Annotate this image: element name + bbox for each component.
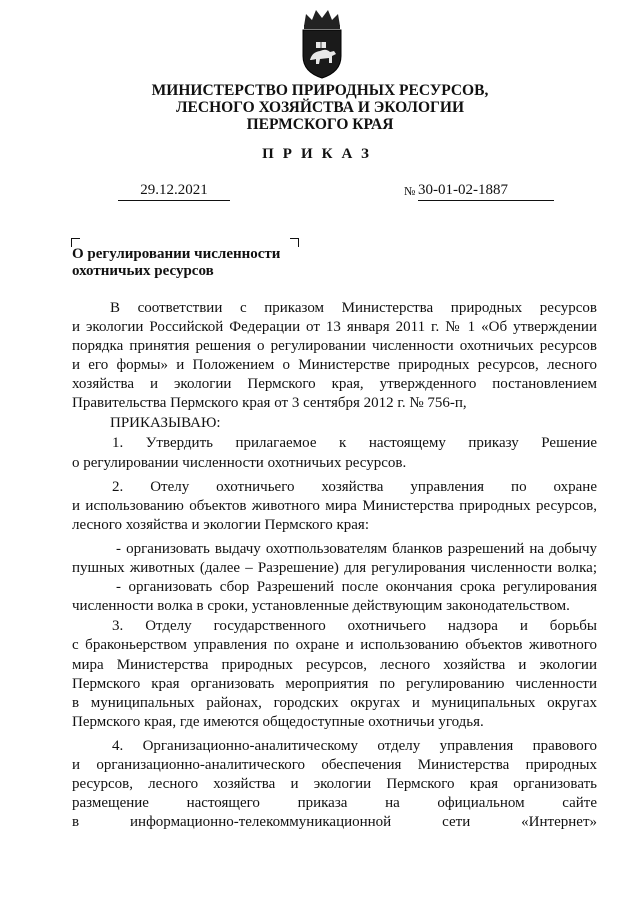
body-line: В соответствии с приказом Министерства природных ресурсов xyxy=(110,300,597,316)
body-line: мира Министерства природных ресурсов, лесного хозяйства и экологии xyxy=(72,657,597,673)
body-line: 3. Отделу государственного охотничьего надзора и борьбы xyxy=(112,618,597,634)
body-line: 2. Отелу охотничьего хозяйства управления по охране xyxy=(112,479,597,495)
body-line: в муниципальных районах, городских округах и муниципальных округах xyxy=(72,695,597,711)
body-line: Пермского края организовать мероприятия по регулированию численности xyxy=(72,676,597,692)
subject-line-2: охотничьих ресурсов xyxy=(72,263,214,279)
body-line: - организовать выдачу охотпользователям бланков разрешений на добычу xyxy=(116,541,597,557)
body-line: хозяйства и экологии Пермского края, утвержденного постановлением xyxy=(72,376,597,392)
body-line: и использованию объектов животного мира Министерства природных ресурсов, xyxy=(72,498,597,514)
ministry-line-1: МИНИСТЕРСТВО ПРИРОДНЫХ РЕСУРСОВ, xyxy=(151,82,489,99)
order-number-label: № xyxy=(404,184,416,198)
body-line: лесного хозяйства и экологии Пермского края: xyxy=(72,517,369,533)
body-line: ресурсов, лесного хозяйства и экологии Пермского края организовать xyxy=(72,776,597,792)
body-line: и его формы» и Положением о Министерстве природных ресурсов, лесного xyxy=(72,357,597,373)
order-date: 29.12.2021 xyxy=(118,182,230,201)
order-number: 30-01-02-1887 xyxy=(418,182,554,201)
body-line-prikazyvayu: ПРИКАЗЫВАЮ: xyxy=(110,415,221,431)
body-line: с браконьерством управления по охране и использованию объектов животного xyxy=(72,637,597,653)
order-subject xyxy=(72,246,280,280)
subject-corner-right xyxy=(290,238,299,247)
body-line: численности волка в сроки, установленные действующим законодательством. xyxy=(72,598,570,614)
body-line: в информационно-телекоммуникационной сети «Интернет» xyxy=(72,814,597,830)
body-line: и экологии Российской Федерации от 13 января 2011 г. № 1 «Об утверждении xyxy=(72,319,597,335)
body-line: Пермского края, где имеются общедоступные охотничьи угодья. xyxy=(72,714,484,730)
body-line: 4. Организационно-аналитическому отделу управления правового xyxy=(112,738,597,754)
body-line: 1. Утвердить прилагаемое к настоящему приказу Решение xyxy=(112,435,597,451)
ministry-name xyxy=(0,82,640,133)
ministry-line-3: ПЕРМСКОГО КРАЯ xyxy=(246,116,394,133)
order-title: ПРИКАЗ xyxy=(262,146,378,162)
body-line: пушных животных (далее – Разрешение) для регулирования численности волка; xyxy=(72,560,597,576)
body-line: порядка принятия решения о регулировании численности охотничьих ресурсов xyxy=(72,338,597,354)
subject-line-1: О регулировании численности xyxy=(72,246,281,262)
body-line: размещение настоящего приказа на официальном сайте xyxy=(72,795,597,811)
body-line: Правительства Пермского края от 3 сентября 2012 г. № 756-п, xyxy=(72,395,467,411)
body-line: и организационно-аналитического обеспечения Министерства природных xyxy=(72,757,597,773)
ministry-line-2: ЛЕСНОГО ХОЗЯЙСТВА И ЭКОЛОГИИ xyxy=(175,99,465,116)
perm-coat-of-arms-icon xyxy=(296,8,348,80)
body-line: - организовать сбор Разрешений после окончания срока регулирования xyxy=(116,579,597,595)
body-line: о регулировании численности охотничьих ресурсов. xyxy=(72,455,407,471)
